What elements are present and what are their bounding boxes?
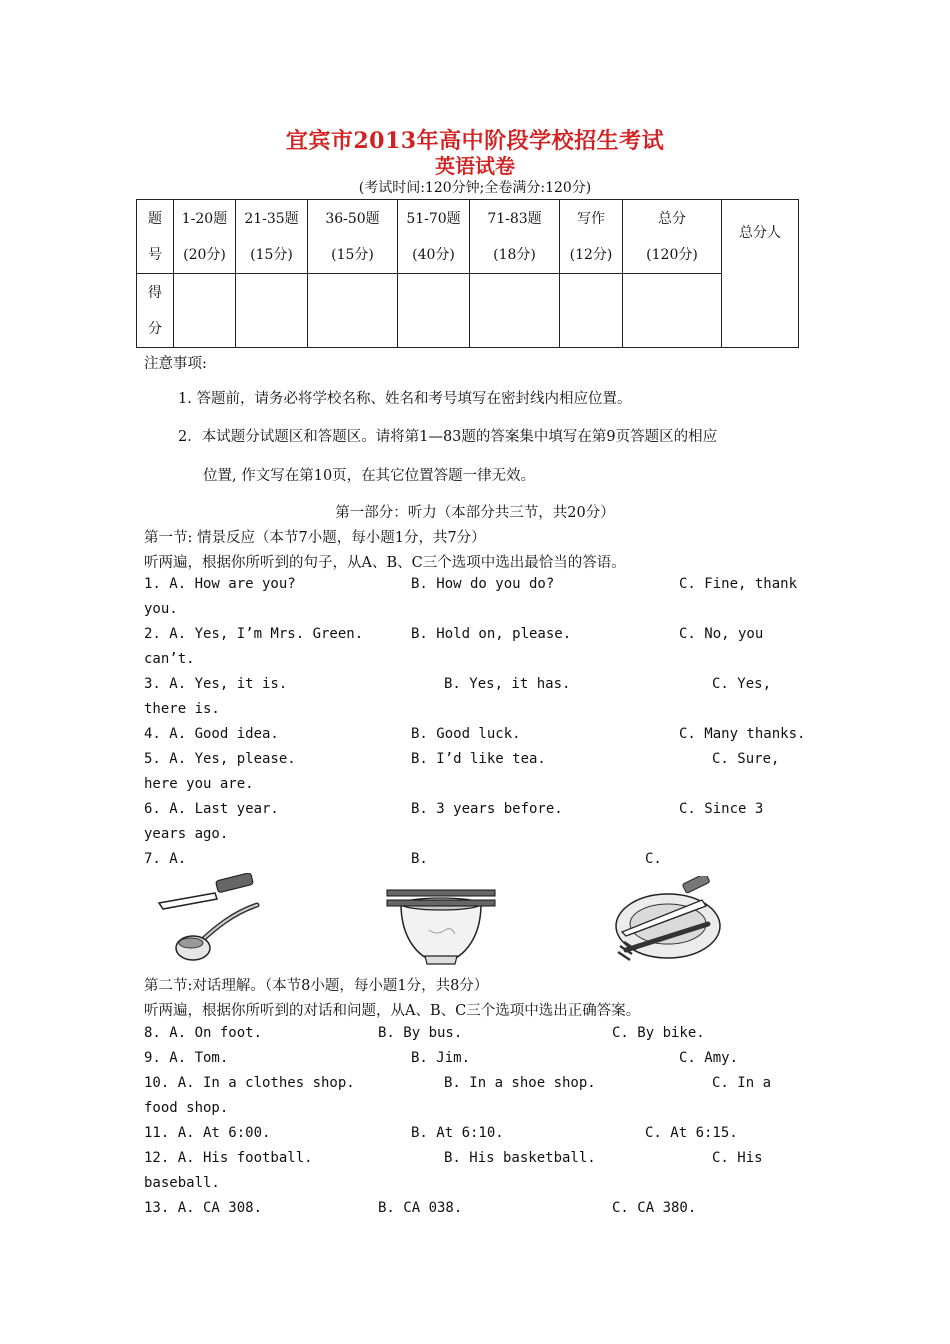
q6-wrap: years ago.: [144, 826, 229, 842]
exam-info: (考试时间:120分钟;全卷满分:120分): [358, 180, 592, 196]
q3-option-c: C. Yes,: [712, 676, 772, 692]
q5-wrap: here you are.: [144, 776, 254, 792]
col-header: 总分 (120分): [623, 200, 722, 274]
col-header: 写作 (12分): [560, 200, 623, 274]
knife-and-ladle-icon: [155, 873, 270, 965]
q12-wrap: baseball.: [144, 1175, 220, 1191]
q12-option-a: 12. A. His football.: [144, 1150, 313, 1166]
q3-option-b: B. Yes, it has.: [444, 676, 571, 692]
scorer-cell: 总分人: [722, 200, 799, 348]
col-header: 36-50题 (15分): [308, 200, 398, 274]
section1-heading: 第一节: 情景反应（本节7小题，每小题1分，共7分）: [144, 530, 486, 546]
q2-option-a: 2. A. Yes, I’m Mrs. Green.: [144, 626, 364, 642]
q8-option-b: B. By bus.: [378, 1025, 463, 1041]
q13-option-c: C. CA 380.: [612, 1200, 697, 1216]
q13-option-b: B. CA 038.: [378, 1200, 463, 1216]
notes-heading: 注意事项:: [144, 356, 207, 372]
q1-wrap: you.: [144, 601, 178, 617]
plate-knife-fork-icon: [612, 876, 724, 964]
q7-option-a: 7. A.: [144, 851, 187, 867]
q9-option-c: C. Amy.: [679, 1050, 739, 1066]
note-item-1: 1. 答题前，请务必将学校名称、姓名和考号填写在密封线内相应位置。: [178, 391, 632, 407]
score-input-cell[interactable]: [174, 274, 236, 348]
col-header: 1-20题 (20分): [174, 200, 236, 274]
q4-option-b: B. Good luck.: [411, 726, 521, 742]
row-label-question-number: 题 号: [137, 200, 174, 274]
section2-heading: 第二节:对话理解。（本节8小题，每小题1分，共8分）: [144, 978, 489, 994]
q9-option-a: 9. A. Tom.: [144, 1050, 229, 1066]
q6-option-b: B. 3 years before.: [411, 801, 563, 817]
exam-title: 宜宾市2013年高中阶段学校招生考试: [285, 128, 665, 154]
q1-option-b: B. How do you do?: [411, 576, 555, 592]
section2-instruction: 听两遍，根据你所听到的对话和问题，从A、B、C三个选项中选出正确答案。: [144, 1003, 641, 1019]
q2-option-b: B. Hold on, please.: [411, 626, 572, 642]
q9-option-b: B. Jim.: [411, 1050, 471, 1066]
q4-option-a: 4. A. Good idea.: [144, 726, 279, 742]
q12-option-b: B. His basketball.: [444, 1150, 596, 1166]
q10-option-b: B. In a shoe shop.: [444, 1075, 596, 1091]
q1-option-c: C. Fine, thank: [679, 576, 798, 592]
q5-option-c: C. Sure,: [712, 751, 780, 767]
q4-option-c: C. Many thanks.: [679, 726, 806, 742]
q6-option-a: 6. A. Last year.: [144, 801, 279, 817]
q2-option-c: C. No, you: [679, 626, 764, 642]
q2-wrap: can’t.: [144, 651, 195, 667]
col-header: 51-70题 (40分): [398, 200, 470, 274]
q5-option-b: B. I’d like tea.: [411, 751, 546, 767]
col-header: 71-83题 (18分): [470, 200, 560, 274]
part1-heading: 第一部分：听力（本部分共三节，共20分）: [335, 505, 615, 521]
q10-option-a: 10. A. In a clothes shop.: [144, 1075, 355, 1091]
score-input-cell[interactable]: [470, 274, 560, 348]
score-input-cell[interactable]: [308, 274, 398, 348]
score-input-cell[interactable]: [560, 274, 623, 348]
col-header: 21-35题 (15分): [236, 200, 308, 274]
note-item-2: 2．本试题分试题区和答题区。请将第1—83题的答案集中填写在第9页答题区的相应: [178, 429, 718, 445]
q8-option-a: 8. A. On foot.: [144, 1025, 263, 1041]
q1-option-a: 1. A. How are you?: [144, 576, 296, 592]
q11-option-b: B. At 6:10.: [411, 1125, 504, 1141]
note-item-2-cont: 位置, 作文写在第10页，在其它位置答题一律无效。: [203, 468, 536, 484]
q6-option-c: C. Since 3: [679, 801, 764, 817]
q12-option-c: C. His: [712, 1150, 763, 1166]
q11-option-a: 11. A. At 6:00.: [144, 1125, 271, 1141]
q7-option-c: C.: [645, 851, 662, 867]
score-input-cell[interactable]: [236, 274, 308, 348]
q10-wrap: food shop.: [144, 1100, 229, 1116]
q3-option-a: 3. A. Yes, it is.: [144, 676, 288, 692]
q3-wrap: there is.: [144, 701, 220, 717]
row-label-score: 得 分: [137, 274, 174, 348]
exam-subtitle: 英语试卷: [435, 154, 515, 178]
q7-option-b: B.: [411, 851, 428, 867]
q5-option-a: 5. A. Yes, please.: [144, 751, 296, 767]
q11-option-c: C. At 6:15.: [645, 1125, 738, 1141]
section1-instruction: 听两遍，根据你所听到的句子，从A、B、C三个选项中选出最恰当的答语。: [144, 555, 626, 571]
score-input-cell[interactable]: [398, 274, 470, 348]
q13-option-a: 13. A. CA 308.: [144, 1200, 263, 1216]
q10-option-c: C. In a: [712, 1075, 772, 1091]
score-input-cell[interactable]: [623, 274, 722, 348]
score-table: [136, 199, 799, 348]
chopsticks-and-bowl-icon: [385, 880, 497, 970]
q8-option-c: C. By bike.: [612, 1025, 705, 1041]
